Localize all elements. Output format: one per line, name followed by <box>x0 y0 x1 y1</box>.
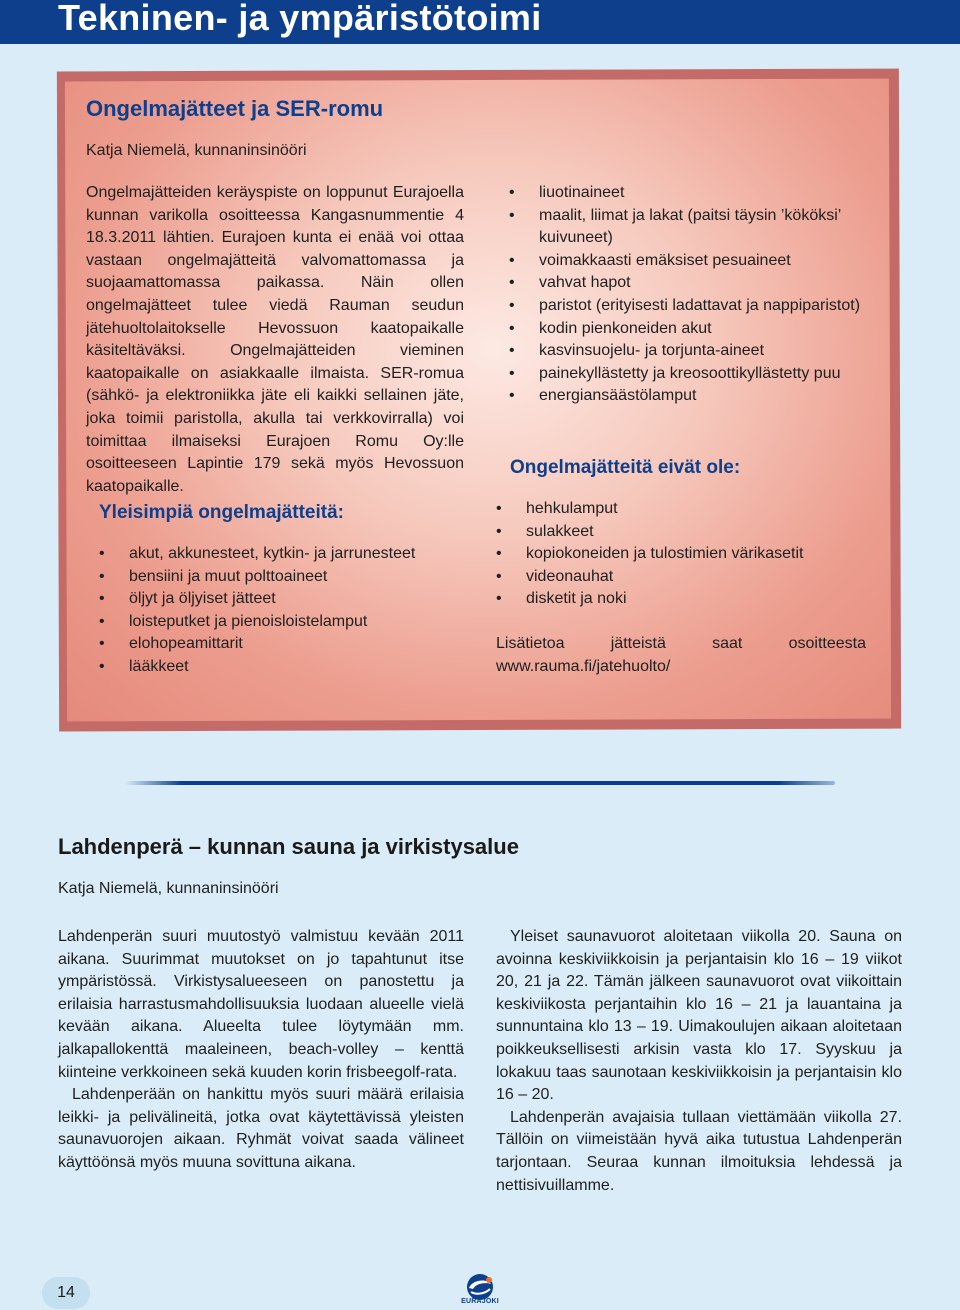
common-waste-title: Yleisimpiä ongelmajätteitä: <box>99 502 344 523</box>
paragraph: Lahdenperän avajaisia tullaan viettämään viikolla 27. Tällöin on viimeistään hyvä aika tutustua Lahdenperän tarjontaan. Seuraa kunnan ilmoituksia lehdessä ja nettisivuillamme. <box>496 1108 902 1194</box>
list-item: • vahvat hapot <box>509 272 869 295</box>
list-item: • akut, akkunesteet, kytkin- ja jarrunesteet <box>99 543 469 566</box>
paragraph: Lahdenperään on hankittu myös suuri määrä erilaisia leikki- ja pelivälineitä, jotka ovat käytettävissä yleisten saunavuorojen aikaan. Ryhmät voivat saada välineet käyttöönsä myös muuna sovittuna aikana. <box>58 1086 464 1171</box>
list-item: • energiansäästölamput <box>509 385 869 408</box>
list-item: • maalit, liimat ja lakat (paitsi täysin ’kököksi’ kuivuneet) <box>509 205 869 250</box>
box-title: Ongelmajätteet ja SER-romu <box>86 96 384 121</box>
list-item: • lääkkeet <box>99 656 469 679</box>
list-item: • sulakkeet <box>496 521 876 544</box>
page-number: 14 <box>42 1277 90 1309</box>
common-waste-list-continued <box>509 182 869 408</box>
list-item: • loisteputket ja pienoisloistelamput <box>99 611 469 634</box>
box-intro-text: Ongelmajätteiden keräyspiste on loppunut Eurajoella kunnan varikolla osoitteessa Kangasnummentie 4 18.3.2011 lähtien. Eurajoen kunta ei enää voi ottaa vastaan ongelmajätteitä valvomattomassa ja suojaamattomassa paikassa. Näin ollen ongelmajätteet tulee viedä Rauman seudun jätehuoltolaitokselle Hevossuon kaatopaikalle käsiteltäväksi. Ongelmajätteiden vieminen kaatopaikalle on asiakkaalle ilmaista. SER-romua (sähkö- ja elektroniikka jäte eli kaikki sellainen jäte, joka toimii paristolla, akulla tai verkkovirralla) voi toimittaa ilmaiseksi Eurajoen Romu Oy:lle osoitteeseen Lapintie 179 sekä myös Hevossuon kaatopaikalle. <box>86 184 464 495</box>
section-right-column <box>496 926 902 1197</box>
section-author: Katja Niemelä, kunnaninsinööri <box>58 880 279 897</box>
list-item: • elohopeamittarit <box>99 633 469 656</box>
paragraph: Lahdenperän suuri muutostyö valmistuu kevään 2011 aikana. Suurimmat muutokset on jo tapahtunut itse ympäristössä. Virkistysalueeseen on panostettu ja erilaisia harrastusmahdollisuuksia luodaan alueelle vielä kevään aikana. Alueelta tulee löytymään mm. jalkapallokenttä maaleineen, beach-volley – kenttä kiinteine verkkoineen sekä kuuden korin frisbeegolf-rata. <box>58 928 464 1081</box>
common-waste-list <box>99 543 469 679</box>
section-left-column <box>58 926 464 1175</box>
list-item: • öljyt ja öljyiset jätteet <box>99 588 469 611</box>
page-title: Tekninen- ja ympäristötoimi <box>58 0 542 38</box>
list-item: • kodin pienkoneiden akut <box>509 318 869 341</box>
list-item: • videonauhat <box>496 566 876 589</box>
list-item: • painekyllästetty ja kreosoottikyllästetty puu <box>509 363 869 386</box>
not-waste-title: Ongelmajätteitä eivät ole: <box>510 457 741 478</box>
section-title: Lahdenperä – kunnan sauna ja virkistysalue <box>58 834 519 859</box>
not-waste-list <box>496 498 876 611</box>
list-item: • hehkulamput <box>496 498 876 521</box>
list-item: • bensiini ja muut polttoaineet <box>99 566 469 589</box>
list-item: • kopiokoneiden ja tulostimien värikasetit <box>496 543 876 566</box>
more-info-text: Lisätietoa jätteistä saat osoitteesta www.rauma.fi/jatehuolto/ <box>496 635 866 675</box>
list-item: • disketit ja noki <box>496 588 876 611</box>
logo-text: EURAJOKI <box>461 1298 499 1305</box>
list-item: • voimakkaasti emäksiset pesuaineet <box>509 250 869 273</box>
section-divider <box>125 781 835 785</box>
paragraph: Yleiset saunavuorot aloitetaan viikolla 20. Sauna on avoinna keskiviikkoisin ja perjantaisin klo 16 – 19 viikot 20, 21 ja 22. Tämän jälkeen saunavuorot ovat viikoittain keskiviikosta perjantaihin klo 16 – 21 ja lauantaina ja sunnuntaina klo 13 – 19. Uimakoulujen aikaan aloitetaan poikkeuksellisesti arkisin vasta klo 17. Syyskuu ja lokakuu taas saunotaan keskiviikkoisin ja perjantaisin klo 16 – 20. <box>496 928 902 1104</box>
box-author: Katja Niemelä, kunnaninsinööri <box>86 142 307 159</box>
list-item: • kasvinsuojelu- ja torjunta-aineet <box>509 340 869 363</box>
list-item: • paristot (erityisesti ladattavat ja nappiparistot) <box>509 295 869 318</box>
list-item: • liuotinaineet <box>509 182 869 205</box>
